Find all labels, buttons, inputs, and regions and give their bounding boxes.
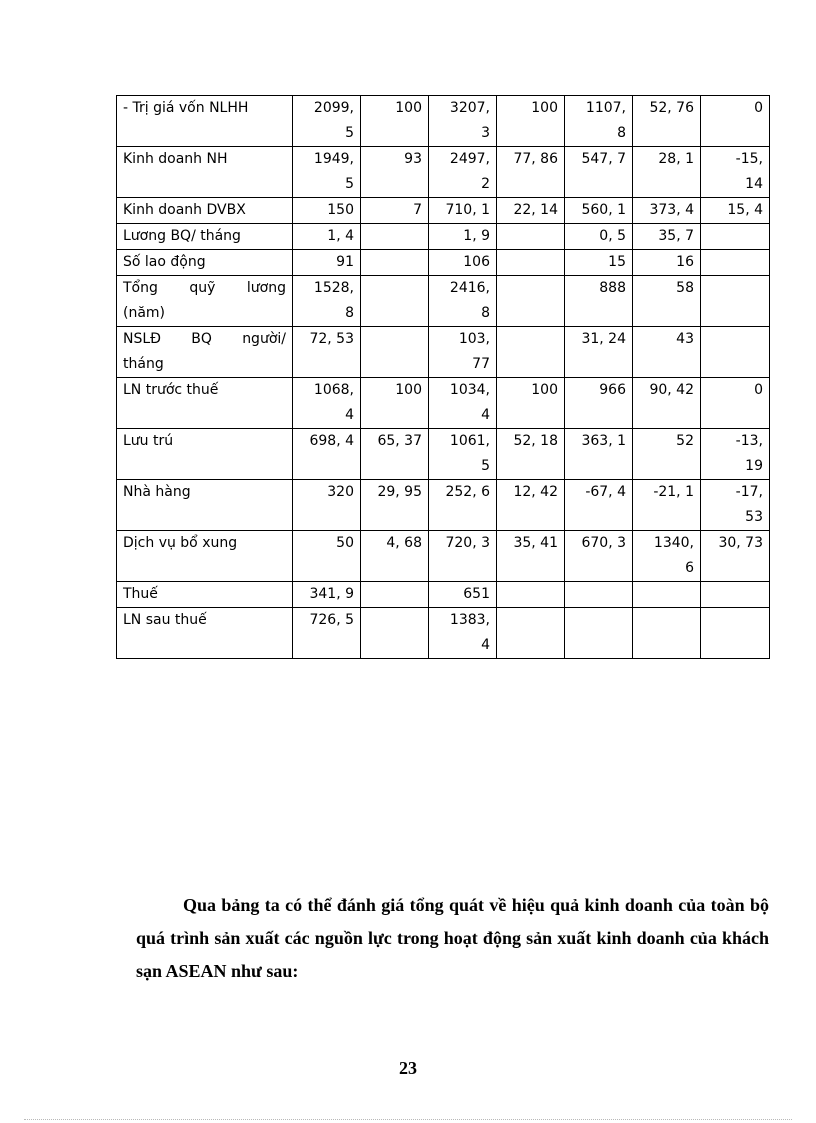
row-label: Thuế xyxy=(117,582,293,608)
table-cell: 341, 9 xyxy=(293,582,361,608)
row-label: Kinh doanh NH xyxy=(117,147,293,198)
table-cell: 58 xyxy=(633,276,701,327)
table-cell: 1528, 8 xyxy=(293,276,361,327)
table-row xyxy=(117,224,770,250)
table-cell: 1949, 5 xyxy=(293,147,361,198)
table-cell xyxy=(361,608,429,659)
row-label: Số lao động xyxy=(117,250,293,276)
body-paragraph: Qua bảng ta có thể đánh giá tổng quát về hiệu quả kinh doanh của toàn bộ quá trình sản xuất các nguồn lực trong hoạt động sản xuất kinh doanh của khách sạn ASEAN như sau: xyxy=(136,895,769,981)
table-cell: 1107, 8 xyxy=(565,96,633,147)
row-label: Nhà hàng xyxy=(117,480,293,531)
table-row xyxy=(117,531,770,582)
table-cell: 720, 3 xyxy=(429,531,497,582)
table-cell: 15, 4 xyxy=(701,198,770,224)
table-row xyxy=(117,429,770,480)
table-cell xyxy=(497,582,565,608)
table-cell xyxy=(565,582,633,608)
table-row xyxy=(117,147,770,198)
table-cell: 320 xyxy=(293,480,361,531)
table-cell xyxy=(633,608,701,659)
table-cell: 100 xyxy=(361,378,429,429)
table-cell: 91 xyxy=(293,250,361,276)
row-label: LN trước thuế xyxy=(117,378,293,429)
table-cell: -21, 1 xyxy=(633,480,701,531)
table-cell xyxy=(701,582,770,608)
table-cell: 16 xyxy=(633,250,701,276)
table-row xyxy=(117,198,770,224)
table-cell xyxy=(701,224,770,250)
row-label: Dịch vụ bổ xung xyxy=(117,531,293,582)
table-cell xyxy=(701,608,770,659)
table-body xyxy=(117,96,770,659)
table-cell: 106 xyxy=(429,250,497,276)
page-bottom-edge xyxy=(24,1119,792,1120)
table-cell: 100 xyxy=(497,378,565,429)
row-label: LN sau thuế xyxy=(117,608,293,659)
table-cell: 373, 4 xyxy=(633,198,701,224)
table-cell: 100 xyxy=(497,96,565,147)
table-row xyxy=(117,250,770,276)
table-cell: 35, 41 xyxy=(497,531,565,582)
table-cell: 0 xyxy=(701,96,770,147)
table-cell: 651 xyxy=(429,582,497,608)
table-cell: 52 xyxy=(633,429,701,480)
table-cell xyxy=(361,327,429,378)
table-cell: 3207, 3 xyxy=(429,96,497,147)
table-cell: 93 xyxy=(361,147,429,198)
table-cell: 1061, 5 xyxy=(429,429,497,480)
row-label: Tổng quỹ lương (năm) xyxy=(117,276,293,327)
table-cell xyxy=(701,250,770,276)
table-row xyxy=(117,276,770,327)
table-row xyxy=(117,96,770,147)
table-cell: 30, 73 xyxy=(701,531,770,582)
table-cell xyxy=(361,276,429,327)
table-cell xyxy=(497,276,565,327)
table-cell: 65, 37 xyxy=(361,429,429,480)
table-cell: 7 xyxy=(361,198,429,224)
table-cell: 22, 14 xyxy=(497,198,565,224)
row-label: NSLĐ BQ người/ tháng xyxy=(117,327,293,378)
table-cell: -15, 14 xyxy=(701,147,770,198)
table-cell: 72, 53 xyxy=(293,327,361,378)
table-row xyxy=(117,327,770,378)
table-cell: 35, 7 xyxy=(633,224,701,250)
table-cell: 1, 9 xyxy=(429,224,497,250)
table-cell xyxy=(497,250,565,276)
table-cell: -67, 4 xyxy=(565,480,633,531)
table-cell: 103, 77 xyxy=(429,327,497,378)
table-cell: 560, 1 xyxy=(565,198,633,224)
table-cell: 1034, 4 xyxy=(429,378,497,429)
table-row xyxy=(117,480,770,531)
table-cell: 670, 3 xyxy=(565,531,633,582)
table-cell: 50 xyxy=(293,531,361,582)
table-cell xyxy=(361,582,429,608)
financial-table xyxy=(116,95,770,659)
table-cell: 1068, 4 xyxy=(293,378,361,429)
table-cell: 1383, 4 xyxy=(429,608,497,659)
row-label: Lưu trú xyxy=(117,429,293,480)
table-cell: 0 xyxy=(701,378,770,429)
table-cell xyxy=(565,608,633,659)
table-cell xyxy=(497,327,565,378)
table-cell: 698, 4 xyxy=(293,429,361,480)
row-label: - Trị giá vốn NLHH xyxy=(117,96,293,147)
table-cell: 29, 95 xyxy=(361,480,429,531)
table-cell xyxy=(497,224,565,250)
table-cell xyxy=(361,224,429,250)
table-cell: 52, 76 xyxy=(633,96,701,147)
table-cell: 1340, 6 xyxy=(633,531,701,582)
table-cell: 15 xyxy=(565,250,633,276)
table-cell: 90, 42 xyxy=(633,378,701,429)
table-cell: 2416, 8 xyxy=(429,276,497,327)
table-cell: 4, 68 xyxy=(361,531,429,582)
table-cell xyxy=(497,608,565,659)
table-cell: 2099, 5 xyxy=(293,96,361,147)
row-label: Kinh doanh DVBX xyxy=(117,198,293,224)
table-row xyxy=(117,582,770,608)
table-cell: -13, 19 xyxy=(701,429,770,480)
table-cell: 363, 1 xyxy=(565,429,633,480)
table-row xyxy=(117,378,770,429)
table-cell: 28, 1 xyxy=(633,147,701,198)
table-cell: 710, 1 xyxy=(429,198,497,224)
table-cell: -17, 53 xyxy=(701,480,770,531)
table-cell: 31, 24 xyxy=(565,327,633,378)
table-cell: 547, 7 xyxy=(565,147,633,198)
row-label: Lương BQ/ tháng xyxy=(117,224,293,250)
table-cell: 966 xyxy=(565,378,633,429)
page-number: 23 xyxy=(399,1058,417,1078)
table-cell: 252, 6 xyxy=(429,480,497,531)
table-cell xyxy=(633,582,701,608)
table-cell: 100 xyxy=(361,96,429,147)
table-cell: 2497, 2 xyxy=(429,147,497,198)
table-cell: 43 xyxy=(633,327,701,378)
table-cell: 1, 4 xyxy=(293,224,361,250)
table-cell: 150 xyxy=(293,198,361,224)
table-cell: 0, 5 xyxy=(565,224,633,250)
table-cell: 12, 42 xyxy=(497,480,565,531)
table-cell: 77, 86 xyxy=(497,147,565,198)
table-cell: 52, 18 xyxy=(497,429,565,480)
table-row xyxy=(117,608,770,659)
table-cell: 726, 5 xyxy=(293,608,361,659)
table-cell xyxy=(361,250,429,276)
table-cell xyxy=(701,276,770,327)
table-cell xyxy=(701,327,770,378)
table-cell: 888 xyxy=(565,276,633,327)
